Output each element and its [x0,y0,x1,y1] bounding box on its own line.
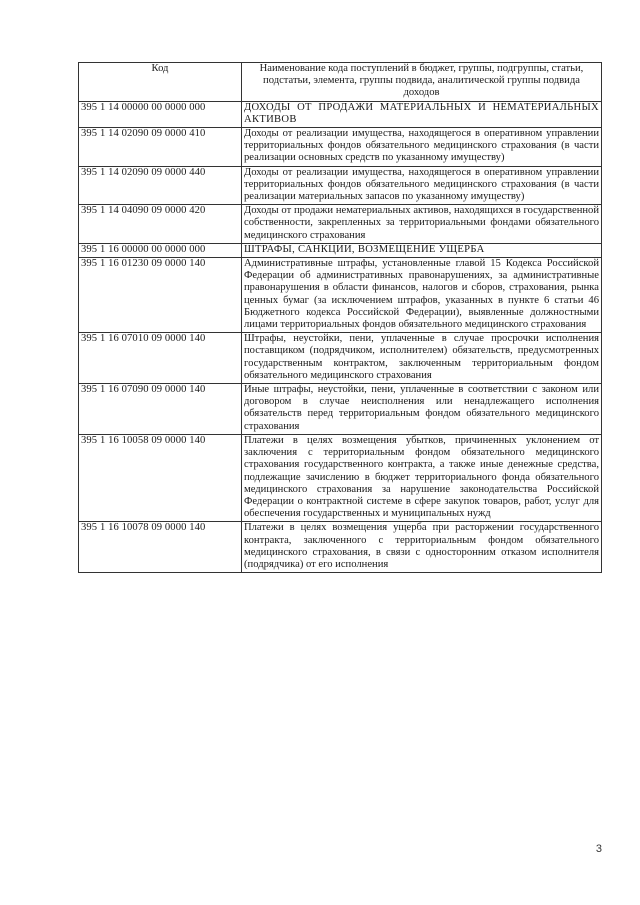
revenue-codes-table [78,62,602,573]
row-code: 395 1 14 00000 00 0000 000 [79,101,242,127]
table-row [79,522,602,573]
row-code: 395 1 16 07010 09 0000 140 [79,333,242,384]
row-code: 395 1 14 04090 09 0000 420 [79,205,242,244]
row-code: 395 1 14 02090 09 0000 440 [79,166,242,205]
page-number: 3 [595,843,602,855]
row-code: 395 1 16 01230 09 0000 140 [79,258,242,333]
table-row [79,166,602,205]
row-code: 395 1 16 00000 00 0000 000 [79,243,242,257]
row-code: 395 1 14 02090 09 0000 410 [79,128,242,167]
row-name: Доходы от реализации имущества, находящегося в оперативном управлении территориальных фондов обязательного медицинского страхования (в части реализации материальных запасов по указанному имуществу) [242,166,602,205]
header-code: Код [79,63,242,102]
row-name: Доходы от продажи нематериальных активов, находящихся в государственной собственности, закрепленных за территориальными фондами обязательного медицинского страхования [242,205,602,244]
table-row [79,333,602,384]
row-code: 395 1 16 10058 09 0000 140 [79,434,242,521]
table-row [79,384,602,435]
row-name: ДОХОДЫ ОТ ПРОДАЖИ МАТЕРИАЛЬНЫХ И НЕМАТЕРИАЛЬНЫХ АКТИВОВ [242,101,602,127]
table-row [79,243,602,257]
row-code: 395 1 16 10078 09 0000 140 [79,522,242,573]
table-header-row [79,63,602,102]
header-name: Наименование кода поступлений в бюджет, группы, подгруппы, статьи, подстатьи, элемента, группы подвида, аналитической группы подвида доходов [242,63,602,102]
table-row [79,101,602,127]
table-row [79,128,602,167]
row-name: Административные штрафы, установленные главой 15 Кодекса Российской Федерации об административных правонарушениях, за административные правонарушения в области финансов, налогов и сборов, страхования, рынка ценных бумаг (за исключением штрафов, указанных в пункте 6 статьи 46 Бюджетного кодекса Российской Федерации), выявленные должностными лицами территориальных фондов обязательного медицинского страхования [242,258,602,333]
table-row [79,434,602,521]
row-name: Платежи в целях возмещения ущерба при расторжении государственного контракта, заключенного с территориальным фондом обязательного медицинского страхования, в связи с односторонним отказом исполнителя (подрядчика) от его исполнения [242,522,602,573]
row-name: Доходы от реализации имущества, находящегося в оперативном управлении территориальных фондов обязательного медицинского страхования (в части реализации основных средств по указанному имуществу) [242,128,602,167]
table-row [79,258,602,333]
row-name: Иные штрафы, неустойки, пени, уплаченные в соответствии с законом или договором в случае неисполнения или ненадлежащего исполнения обязательств перед территориальным фондом обязательного медицинского страхования [242,384,602,435]
row-code: 395 1 16 07090 09 0000 140 [79,384,242,435]
row-name: Штрафы, неустойки, пени, уплаченные в случае просрочки исполнения поставщиком (подрядчиком, исполнителем) обязательств, предусмотренных государственным контрактом, заключенным территориальным фондом обязательного медицинского страхования [242,333,602,384]
row-name: ШТРАФЫ, САНКЦИИ, ВОЗМЕЩЕНИЕ УЩЕРБА [242,243,602,257]
table-row [79,205,602,244]
row-name: Платежи в целях возмещения убытков, причиненных уклонением от заключения с территориальным фондом обязательного медицинского страхования государственного контракта, а также иные денежные средства, подлежащие зачислению в бюджет территориального фонда обязательного медицинского страхования за нарушение законодательства Российской Федерации о контрактной системе в сфере закупок товаров, работ, услуг для обеспечения государственных и муниципальных нужд [242,434,602,521]
